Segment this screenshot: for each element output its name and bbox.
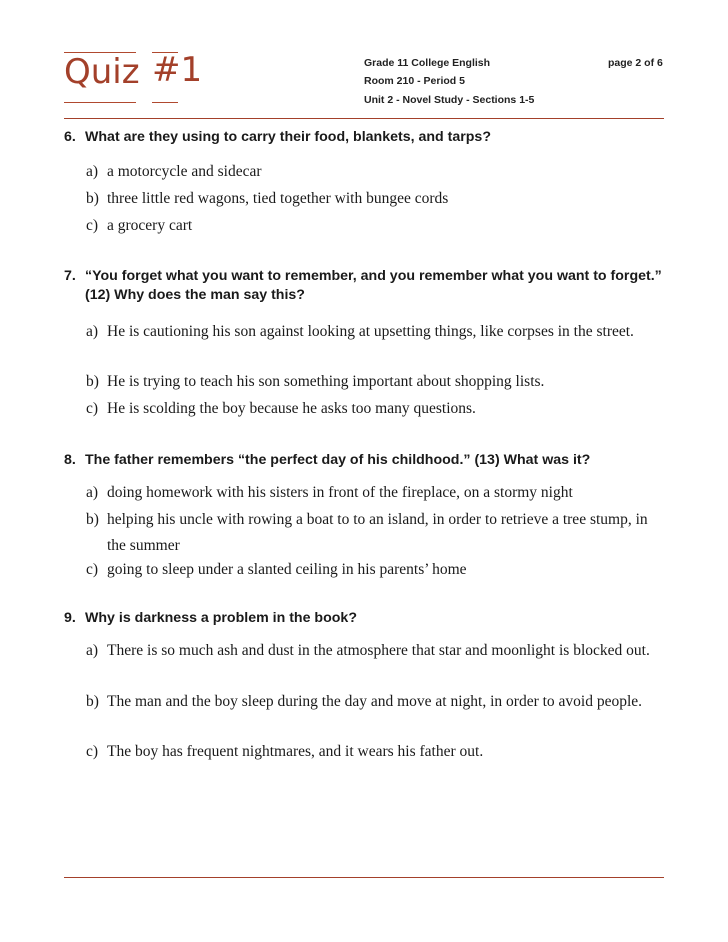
option-text: doing homework with his sisters in front of the fireplace, on a stormy night	[107, 484, 573, 501]
option-6c	[86, 213, 666, 239]
room-period: Room 210 - Period 5	[364, 75, 465, 87]
option-letter: c)	[86, 400, 99, 417]
question-8	[64, 451, 674, 470]
option-letter: b)	[86, 693, 99, 710]
option-8b	[86, 507, 666, 559]
logo-rule-bottom-right	[152, 102, 178, 103]
logo-word: Quiz	[64, 52, 140, 92]
option-letter: a)	[86, 323, 99, 340]
option-letter: b)	[86, 511, 99, 528]
option-text: There is so much ash and dust in the atmosphere that star and moonlight is blocked out.	[107, 642, 650, 659]
option-text: He is trying to teach his son something important about shopping lists.	[107, 373, 545, 390]
option-text: helping his uncle with rowing a boat to to an island, in order to retrieve a tree stump, in the summer	[107, 511, 648, 554]
option-9a	[86, 638, 666, 664]
logo-number: #1	[152, 50, 203, 90]
option-text: The boy has frequent nightmares, and it wears his father out.	[107, 743, 484, 760]
unit-title: Unit 2 - Novel Study - Sections 1-5	[364, 94, 535, 106]
question-number: 8.	[64, 452, 76, 468]
option-letter: b)	[86, 190, 99, 207]
question-text: Why is darkness a problem in the book?	[85, 610, 357, 626]
option-letter: a)	[86, 163, 99, 180]
question-9	[64, 609, 674, 628]
question-6	[64, 128, 674, 147]
option-text: The man and the boy sleep during the day and move at night, in order to avoid people.	[107, 693, 643, 710]
option-letter: a)	[86, 642, 99, 659]
question-number: 9.	[64, 610, 76, 626]
option-text: three little red wagons, tied together with bungee cords	[107, 190, 449, 207]
option-text: He is scolding the boy because he asks too many questions.	[107, 400, 476, 417]
option-text: a grocery cart	[107, 217, 193, 234]
option-7c	[86, 396, 666, 422]
option-9b	[86, 689, 666, 715]
header-rule	[64, 118, 664, 119]
option-text: a motorcycle and sidecar	[107, 163, 262, 180]
option-7a	[86, 319, 666, 345]
option-8a	[86, 480, 666, 506]
option-9c	[86, 739, 666, 765]
question-7	[64, 267, 674, 305]
option-8c	[86, 557, 666, 583]
option-letter: a)	[86, 484, 99, 501]
question-number: 7.	[64, 268, 76, 284]
option-letter: b)	[86, 373, 99, 390]
option-7b	[86, 369, 666, 395]
question-text: The father remembers “the perfect day of his childhood.” (13) What was it?	[85, 452, 591, 468]
question-text: What are they using to carry their food, blankets, and tarps?	[85, 129, 491, 145]
course-title: Grade 11 College English	[364, 57, 491, 69]
page-number: page 2 of 6	[608, 57, 663, 69]
option-6a	[86, 159, 666, 185]
option-text: He is cautioning his son against looking at upsetting things, like corpses in the street.	[107, 323, 634, 340]
option-letter: c)	[86, 743, 99, 760]
question-number: 6.	[64, 129, 76, 145]
option-text: going to sleep under a slanted ceiling in his parents’ home	[107, 561, 467, 578]
logo-rule-bottom-left	[64, 102, 136, 103]
footer-rule	[64, 877, 664, 878]
quiz-logo	[64, 44, 203, 108]
option-6b	[86, 186, 666, 212]
option-letter: c)	[86, 217, 99, 234]
question-text: “You forget what you want to remember, and you remember what you want to forget.” (12) Why does the man say this?	[85, 268, 662, 303]
option-letter: c)	[86, 561, 99, 578]
